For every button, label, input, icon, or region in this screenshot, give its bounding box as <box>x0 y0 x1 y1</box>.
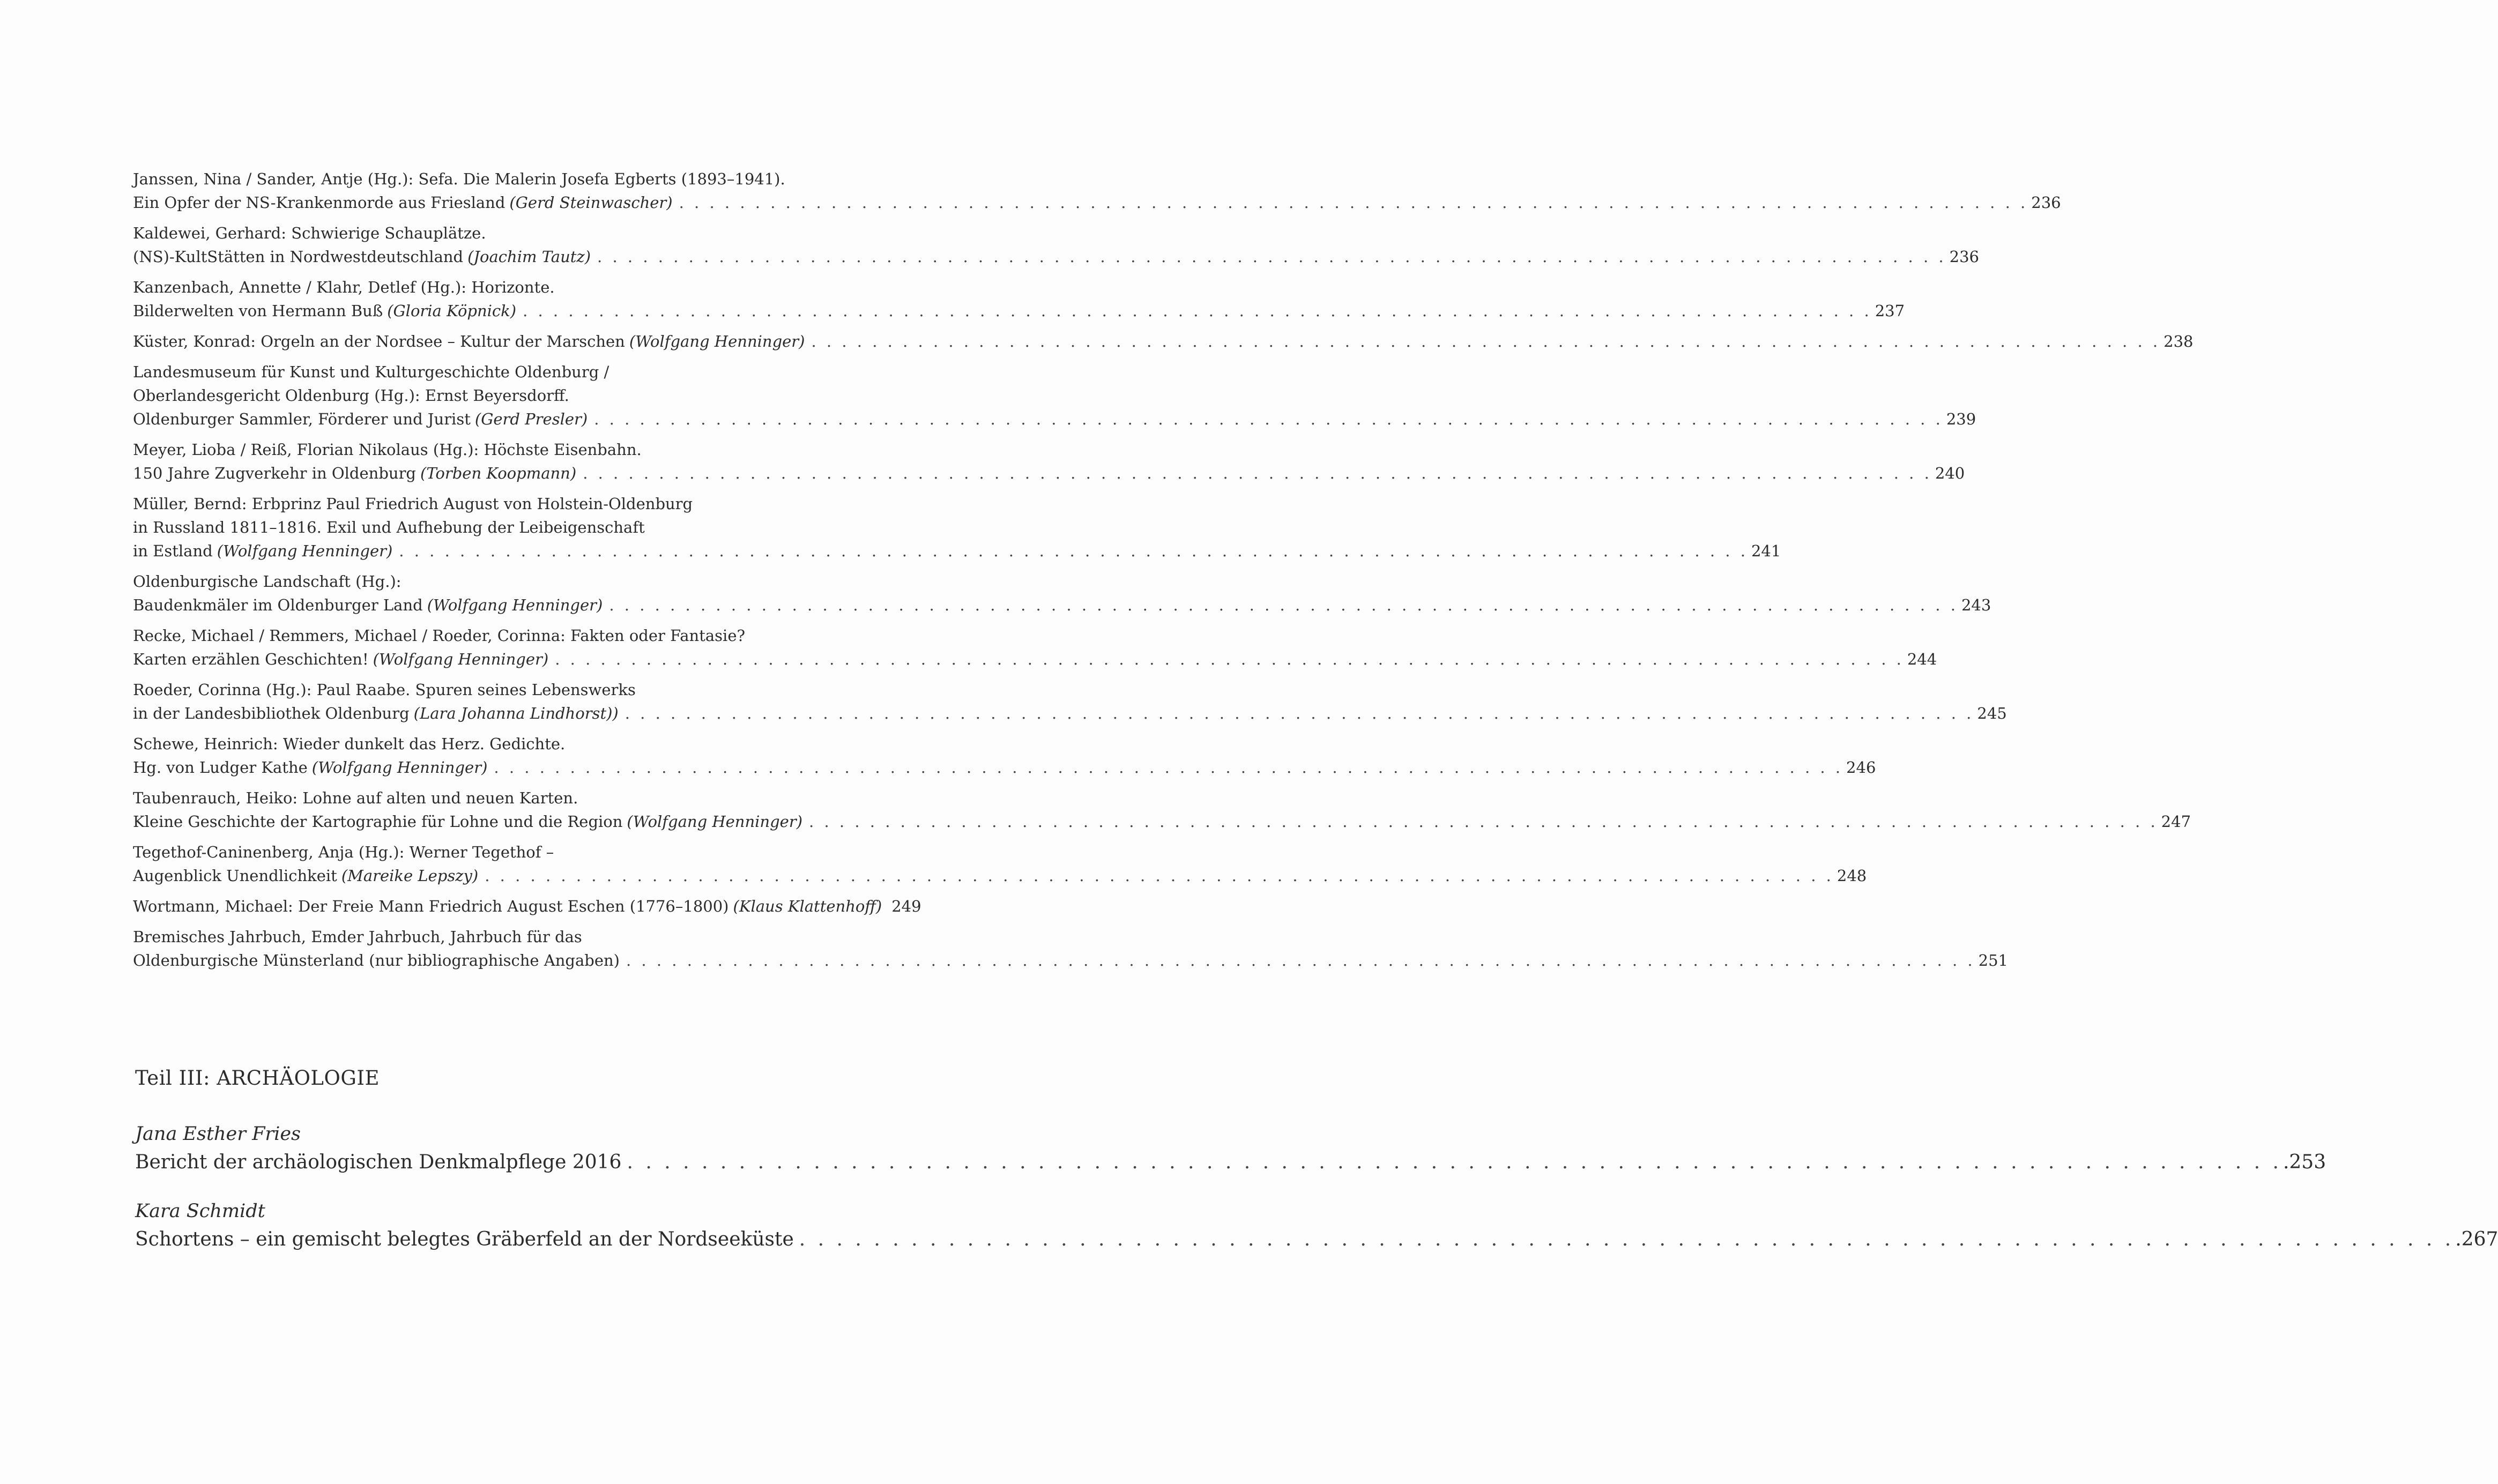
toc-entry-title: (NS)-KultStätten in Nordwestdeutschland <box>133 248 464 266</box>
dot-leader: . . . . . . . . . . . . . . . . . . . . . . . . . . . . . . . . . . . . . . . . . . . . . . . . . . . . . . . . . . . . . . . . . . . . . . . . . . . . . . . . . . . . . . . . . <box>594 410 1943 428</box>
toc-entry-final-line <box>133 407 1976 431</box>
toc-entry-title: Augenblick Unendlichkeit <box>133 867 337 885</box>
toc-entry-page-number: 249 <box>891 897 921 915</box>
toc-entry-line: Bremisches Jahrbuch, Emder Jahrbuch, Jahrbuch für das <box>133 928 582 946</box>
toc-entry-final-line <box>133 894 921 918</box>
toc-entry-final-line <box>133 864 1867 888</box>
article-title: Bericht der archäologischen Denkmalpflege 2016 <box>135 1151 622 1173</box>
dot-leader: . . . . . . . . . . . . . . . . . . . . . . . . . . . . . . . . . . . . . . . . . . . . . . . . . . . . . . . . . . . . . . . . . . . . . . . . . . . . . . . . . . . . . . . . . <box>799 1228 2455 1250</box>
toc-entry <box>133 167 2061 214</box>
toc-entry-page-number: 246 <box>1846 758 1876 777</box>
toc-entry-page-number: 247 <box>2161 812 2191 831</box>
section-archaeologie <box>135 1067 2498 1275</box>
dot-leader: . . . . . . . . . . . . . . . . . . . . . . . . . . . . . . . . . . . . . . . . . . . . . . . . . . . . . . . . . . . . . . . . . . . . . . . . . . . . . . . . . . . . . . . . . <box>494 758 1843 777</box>
dot-leader: . . . . . . . . . . . . . . . . . . . . . . . . . . . . . . . . . . . . . . . . . . . . . . . . . . . . . . . . . . . . . . . . . . . . . . . . . . . . . . . . . . . . . . . . . <box>485 867 1834 885</box>
toc-entry-reviewer: (Wolfgang Henninger) <box>427 596 603 614</box>
toc-entry-line: Schewe, Heinrich: Wieder dunkelt das Herz. Gedichte. <box>133 735 566 753</box>
dot-leader: . . . . . . . . . . . . . . . . . . . . . . . . . . . . . . . . . . . . . . . . . . . . . . . . . . . . . . . . . . . . . . . . . . . . . . . . . . . . . . . . . . . . . . . . . <box>583 464 1932 482</box>
toc-entry-final-line <box>133 810 2191 833</box>
toc-entry <box>133 732 1876 779</box>
dot-leader: . . . . . . . . . . . . . . . . . . . . . . . . . . . . . . . . . . . . . . . . . . . . . . . . . . . . . . . . . . . . . . . . . . . . . . . . . . . . . . . . . . . . . . . . . <box>626 951 1975 970</box>
toc-entry-final-line <box>133 949 2008 972</box>
toc-entry-line: Oldenburgische Landschaft (Hg.): <box>133 572 402 591</box>
dot-leader: . . . . . . . . . . . . . . . . . . . . . . . . . . . . . . . . . . . . . . . . . . . . . . . . . . . . . . . . . . . . . . . . . . . . . . . . . . . . . . . . . . . . . . . . . <box>399 542 1748 560</box>
toc-entry <box>133 925 2008 972</box>
toc-entry-reviewer: (Wolfgang Henninger) <box>627 812 803 831</box>
article-title-line: Bericht der archäologischen Denkmalpflege 2016 . . . . . . . . . . . . . . . . . . . . . . . . . . . . . . . . . . . . . . . . . . . . . . . . . . . . . . . . . . . . . . . . . . . . . . . . . . . . . . . . . . . . . . . . . .253 <box>135 1147 926 1177</box>
dot-leader: . . . . . . . . . . . . . . . . . . . . . . . . . . . . . . . . . . . . . . . . . . . . . . . . . . . . . . . . . . . . . . . . . . . . . . . . . . . . . . . . . . . . . . . . . <box>679 193 2028 212</box>
toc-entry-page-number: 251 <box>1978 951 2008 970</box>
toc-entry-final-line <box>133 461 1965 485</box>
toc-entry-line: Kaldewei, Gerhard: Schwierige Schauplätze. <box>133 224 486 242</box>
toc-entry <box>133 678 2007 725</box>
toc-entry <box>133 438 1965 485</box>
dot-leader: . . . . . . . . . . . . . . . . . . . . . . . . . . . . . . . . . . . . . . . . . . . . . . . . . . . . . . . . . . . . . . . . . . . . . . . . . . . . . . . . . . . . . . . . . <box>624 704 1974 722</box>
toc-entry-title: in der Landesbibliothek Oldenburg <box>133 704 410 722</box>
toc-entry-title: Bilderwelten von Hermann Buß <box>133 302 383 320</box>
toc-entry-page-number: 239 <box>1946 410 1976 428</box>
toc-entry-final-line <box>133 702 2007 725</box>
dot-leader: . . . . . . . . . . . . . . . . . . . . . . . . . . . . . . . . . . . . . . . . . . . . . . . . . . . . . . . . . . . . . . . . . . . . . . . . . . . . . . . . . . . . . . . . . <box>555 650 1904 668</box>
toc-entry-final-line <box>133 647 1937 671</box>
toc-entry-reviewer: (Klaus Klattenhoff) <box>733 897 882 915</box>
article-entry <box>135 1198 2498 1255</box>
article-list <box>135 1121 2498 1255</box>
toc-entry-page-number: 244 <box>1907 650 1937 668</box>
toc-entry-reviewer: (Joachim Tautz) <box>467 248 591 266</box>
toc-entry <box>133 492 1781 563</box>
toc-entry-final-line <box>133 245 1980 269</box>
toc-entry-title: Oldenburger Sammler, Förderer und Jurist <box>133 410 471 428</box>
toc-entry-reviewer: (Mareike Lepszy) <box>341 867 479 885</box>
toc-entry-list <box>133 167 2194 979</box>
toc-entry-reviewer: (Wolfgang Henninger) <box>217 542 393 560</box>
toc-entry <box>133 624 1937 671</box>
toc-entry-title: Karten erzählen Geschichten! <box>133 650 369 668</box>
toc-entry <box>133 894 921 918</box>
toc-entry-line: Kanzenbach, Annette / Klahr, Detlef (Hg.): Horizonte. <box>133 278 555 296</box>
toc-entry-page-number: 236 <box>1949 248 1980 266</box>
dot-leader: . . . . . . . . . . . . . . . . . . . . . . . . . . . . . . . . . . . . . . . . . . . . . . . . . . . . . . . . . . . . . . . . . . . . . . . . . . . . . . . . . . . . . . . . . <box>597 248 1946 266</box>
dot-leader: . . . . . . . . . . . . . . . . . . . . . . . . . . . . . . . . . . . . . . . . . . . . . . . . . . . . . . . . . . . . . . . . . . . . . . . . . . . . . . . . . . . . . . . . . <box>523 302 1872 320</box>
article-title-line: Schortens – ein gemischt belegtes Gräberfeld an der Nordseeküste . . . . . . . . . . . . . . . . . . . . . . . . . . . . . . . . . . . . . . . . . . . . . . . . . . . . . . . . . . . . . . . . . . . . . . . . . . . . . . . . . . . . . . . . . .267 <box>135 1225 926 1255</box>
toc-entry-title: in Estland <box>133 542 213 560</box>
toc-entry <box>133 221 1980 269</box>
toc-entry-reviewer: (Gerd Presler) <box>474 410 588 428</box>
toc-entry-title: 150 Jahre Zugverkehr in Oldenburg <box>133 464 416 482</box>
toc-entry-page-number: 248 <box>1837 867 1867 885</box>
toc-entry-page-number: 245 <box>1977 704 2007 722</box>
toc-entry <box>133 840 1867 888</box>
toc-entry-line: Tegethof-Caninenberg, Anja (Hg.): Werner Tegethof – <box>133 843 554 861</box>
toc-entry-page-number: 237 <box>1875 302 1905 320</box>
toc-entry-reviewer: (Gloria Köpnick) <box>387 302 517 320</box>
toc-entry-title: Küster, Konrad: Orgeln an der Nordsee – Kultur der Marschen <box>133 332 625 351</box>
toc-entry-title: Kleine Geschichte der Kartographie für Lohne und die Region <box>133 812 623 831</box>
toc-entry-line: Müller, Bernd: Erbprinz Paul Friedrich August von Holstein-Oldenburg <box>133 495 693 513</box>
toc-entry-title: Wortmann, Michael: Der Freie Mann Friedrich August Eschen (1776–1800) <box>133 897 729 915</box>
toc-entry-title: Ein Opfer der NS-Krankenmorde aus Friesland <box>133 193 505 212</box>
toc-entry-final-line <box>133 330 2194 353</box>
article-entry <box>135 1121 2326 1177</box>
toc-entry-line: Janssen, Nina / Sander, Antje (Hg.): Sefa. Die Malerin Josefa Egberts (1893–1941). <box>133 170 785 188</box>
toc-entry-reviewer: (Wolfgang Henninger) <box>629 332 805 351</box>
toc-entry <box>133 360 1976 431</box>
section-heading: Teil III: ARCHÄOLOGIE <box>135 1067 380 1090</box>
toc-entry-reviewer: (Torben Koopmann) <box>420 464 577 482</box>
toc-entry-line: Oberlandesgericht Oldenburg (Hg.): Ernst Beyersdorff. <box>133 386 569 405</box>
toc-entry-final-line <box>133 191 2061 214</box>
dot-leader: . . . . . . . . . . . . . . . . . . . . . . . . . . . . . . . . . . . . . . . . . . . . . . . . . . . . . . . . . . . . . . . . . . . . . . . . . . . . . . . . . . . . . . . . . <box>809 812 2158 831</box>
toc-entry <box>133 570 1991 617</box>
toc-entry <box>133 786 2191 833</box>
toc-entry-line: Roeder, Corinna (Hg.): Paul Raabe. Spuren seines Lebenswerks <box>133 681 636 699</box>
toc-entry-line: in Russland 1811–1816. Exil und Aufhebung der Leibeigenschaft <box>133 518 645 536</box>
article-author: Jana Esther Fries <box>135 1123 301 1145</box>
toc-entry-final-line <box>133 756 1876 779</box>
toc-entry <box>133 275 1905 323</box>
toc-entry-reviewer: (Lara Johanna Lindhorst)) <box>413 704 619 722</box>
toc-entry-line: Landesmuseum für Kunst und Kulturgeschichte Oldenburg / <box>133 363 609 381</box>
toc-entry-reviewer: (Wolfgang Henninger) <box>311 758 488 777</box>
toc-entry-line: Meyer, Lioba / Reiß, Florian Nikolaus (Hg.): Höchste Eisenbahn. <box>133 441 642 459</box>
toc-entry <box>133 330 2194 353</box>
article-author: Kara Schmidt <box>135 1200 265 1222</box>
dot-leader: . . . . . . . . . . . . . . . . . . . . . . . . . . . . . . . . . . . . . . . . . . . . . . . . . . . . . . . . . . . . . . . . . . . . . . . . . . . . . . . . . . . . . . . . . <box>811 332 2161 351</box>
toc-entry-line: Taubenrauch, Heiko: Lohne auf alten und neuen Karten. <box>133 789 578 807</box>
article-title: Schortens – ein gemischt belegtes Gräberfeld an der Nordseeküste <box>135 1228 794 1250</box>
toc-entry-title: Oldenburgische Münsterland (nur bibliographische Angaben) <box>133 951 620 970</box>
toc-entry-reviewer: (Wolfgang Henninger) <box>373 650 549 668</box>
toc-entry-page-number: 240 <box>1935 464 1965 482</box>
toc-entry-final-line <box>133 593 1991 617</box>
toc-entry-title: Hg. von Ludger Kathe <box>133 758 308 777</box>
dot-leader: . . . . . . . . . . . . . . . . . . . . . . . . . . . . . . . . . . . . . . . . . . . . . . . . . . . . . . . . . . . . . . . . . . . . . . . . . . . . . . . . . . . . . . . . . <box>609 596 1958 614</box>
toc-entry-page-number: 241 <box>1751 542 1781 560</box>
toc-entry-page-number: 236 <box>2031 193 2061 212</box>
toc-entry-line: Recke, Michael / Remmers, Michael / Roeder, Corinna: Fakten oder Fantasie? <box>133 627 746 645</box>
toc-entry-final-line <box>133 539 1781 563</box>
toc-entry-final-line <box>133 299 1905 323</box>
toc-entry-page-number: 243 <box>1961 596 1991 614</box>
toc-entry-title: Baudenkmäler im Oldenburger Land <box>133 596 423 614</box>
dot-leader: . . . . . . . . . . . . . . . . . . . . . . . . . . . . . . . . . . . . . . . . . . . . . . . . . . . . . . . . . . . . . . . . . . . . . . . . . . . . . . . . . . . . . . . . . <box>627 1151 2282 1173</box>
toc-entry-page-number: 238 <box>2164 332 2194 351</box>
toc-entry-reviewer: (Gerd Steinwascher) <box>509 193 673 212</box>
